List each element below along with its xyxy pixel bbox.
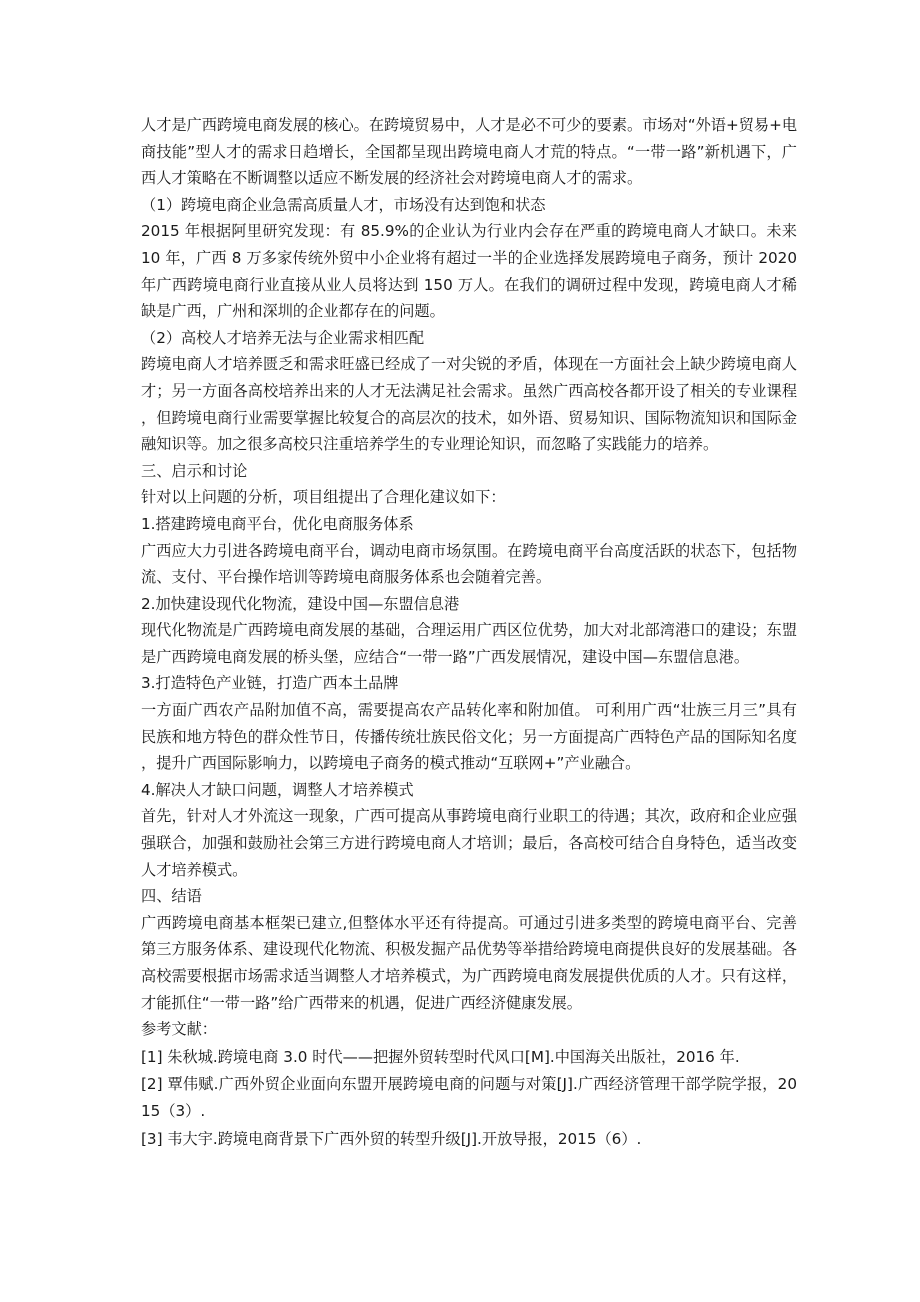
heading-industry-chain: 3.打造特色产业链，打造广西本土品牌 xyxy=(141,674,399,693)
references-section xyxy=(141,1016,797,1152)
section-heading-conclusion: 四、结语 xyxy=(141,887,202,906)
paragraph-ali-research: 2015 年根据阿里研究发现：有 85.9%的企业认为行业内会存在严重的跨境电商人才缺口。未来 10 年，广西 8 万多家传统外贸中小企业将有超过一半的企业选择发展跨境电子商务，预计 2020 年广西跨境电商行业直接从业人员将达到 150 万人。在我们的调研过程中发现，跨境电商人才稀缺是广西，广州和深圳的企业都存在的问题。 xyxy=(141,222,797,321)
paragraph-industry-chain: 一方面广西农产品附加值不高，需要提高农产品转化率和附加值。 可利用广西“壮族三月三”具有民族和地方特色的群众性节日，传播传统壮族民俗文化；另一方面提高广西特色产品的国际知名度，提升广西国际影响力，以跨境电子商务的模式推动“互联网+”产业融合。 xyxy=(141,701,797,773)
reference-item: [3] 韦大宇.跨境电商背景下广西外贸的转型升级[J].开放导报，2015（6）. xyxy=(141,1129,642,1148)
reference-item: [1] 朱秋城.跨境电商 3.0 时代——把握外贸转型时代风口[M].中国海关出版社，2016 年. xyxy=(141,1047,740,1066)
subheading-demand: （1）跨境电商企业急需高质量人才，市场没有达到饱和状态 xyxy=(141,195,546,214)
references-heading: 参考文献： xyxy=(141,1020,217,1039)
heading-logistics: 2.加快建设现代化物流，建设中国—东盟信息港 xyxy=(141,594,460,613)
heading-platform: 1.搭建跨境电商平台，优化电商服务体系 xyxy=(141,514,414,533)
section-heading-discussion: 三、启示和讨论 xyxy=(141,461,248,480)
subheading-mismatch: （2）高校人才培养无法与企业需求相匹配 xyxy=(141,328,425,347)
reference-item: [2] 覃伟赋.广西外贸企业面向东盟开展跨境电商的问题与对策[J].广西经济管理干部学院学报，2015（3）. xyxy=(141,1075,797,1120)
document-body xyxy=(141,112,797,1152)
paragraph-talent-core: 人才是广西跨境电商发展的核心。在跨境贸易中，人才是必不可少的要素。市场对“外语+贸易+电商技能”型人才的需求日趋增长，全国都呈现出跨境电商人才荒的特点。“一带一路”新机遇下，广西人才策略在不断调整以适应不断发展的经济社会对跨境电商人才的需求。 xyxy=(141,116,798,188)
paragraph-platform: 广西应大力引进各跨境电商平台，调动电商市场氛围。在跨境电商平台高度活跃的状态下，包括物流、支付、平台操作培训等跨境电商服务体系也会随着完善。 xyxy=(141,541,797,587)
paragraph-talent-gap: 首先，针对人才外流这一现象，广西可提高从事跨境电商行业职工的待遇；其次，政府和企业应强强联合，加强和鼓励社会第三方进行跨境电商人才培训；最后，各高校可结合自身特色，适当改变人才培养模式。 xyxy=(141,807,797,879)
paragraph-suggestions-intro: 针对以上问题的分析，项目组提出了合理化建议如下： xyxy=(141,488,506,507)
paragraph-logistics: 现代化物流是广西跨境电商发展的基础，合理运用广西区位优势，加大对北部湾港口的建设；东盟是广西跨境电商发展的桥头堡，应结合“一带一路”广西发展情况，建设中国—东盟信息港。 xyxy=(141,621,797,666)
paragraph-training-gap: 跨境电商人才培养匮乏和需求旺盛已经成了一对尖锐的矛盾，体现在一方面社会上缺少跨境电商人才；另一方面各高校培养出来的人才无法满足社会需求。虽然广西高校各都开设了相关的专业课程，但跨境电商行业需要掌握比较复合的高层次的技术，如外语、贸易知识、国际物流知识和国际金融知识等。加之很多高校只注重培养学生的专业理论知识，而忽略了实践能力的培养。 xyxy=(141,355,797,454)
paragraph-conclusion: 广西跨境电商基本框架已建立,但整体水平还有待提高。可通过引进多类型的跨境电商平台、完善第三方服务体系、建设现代化物流、积极发掘产品优势等举措给跨境电商提供良好的发展基础。各高校需要根据市场需求适当调整人才培养模式，为广西跨境电商发展提供优质的人才。只有这样，才能抓住“一带一路”给广西带来的机遇，促进广西经济健康发展。 xyxy=(141,913,797,1012)
heading-talent-gap: 4.解决人才缺口问题，调整人才培养模式 xyxy=(141,780,414,799)
